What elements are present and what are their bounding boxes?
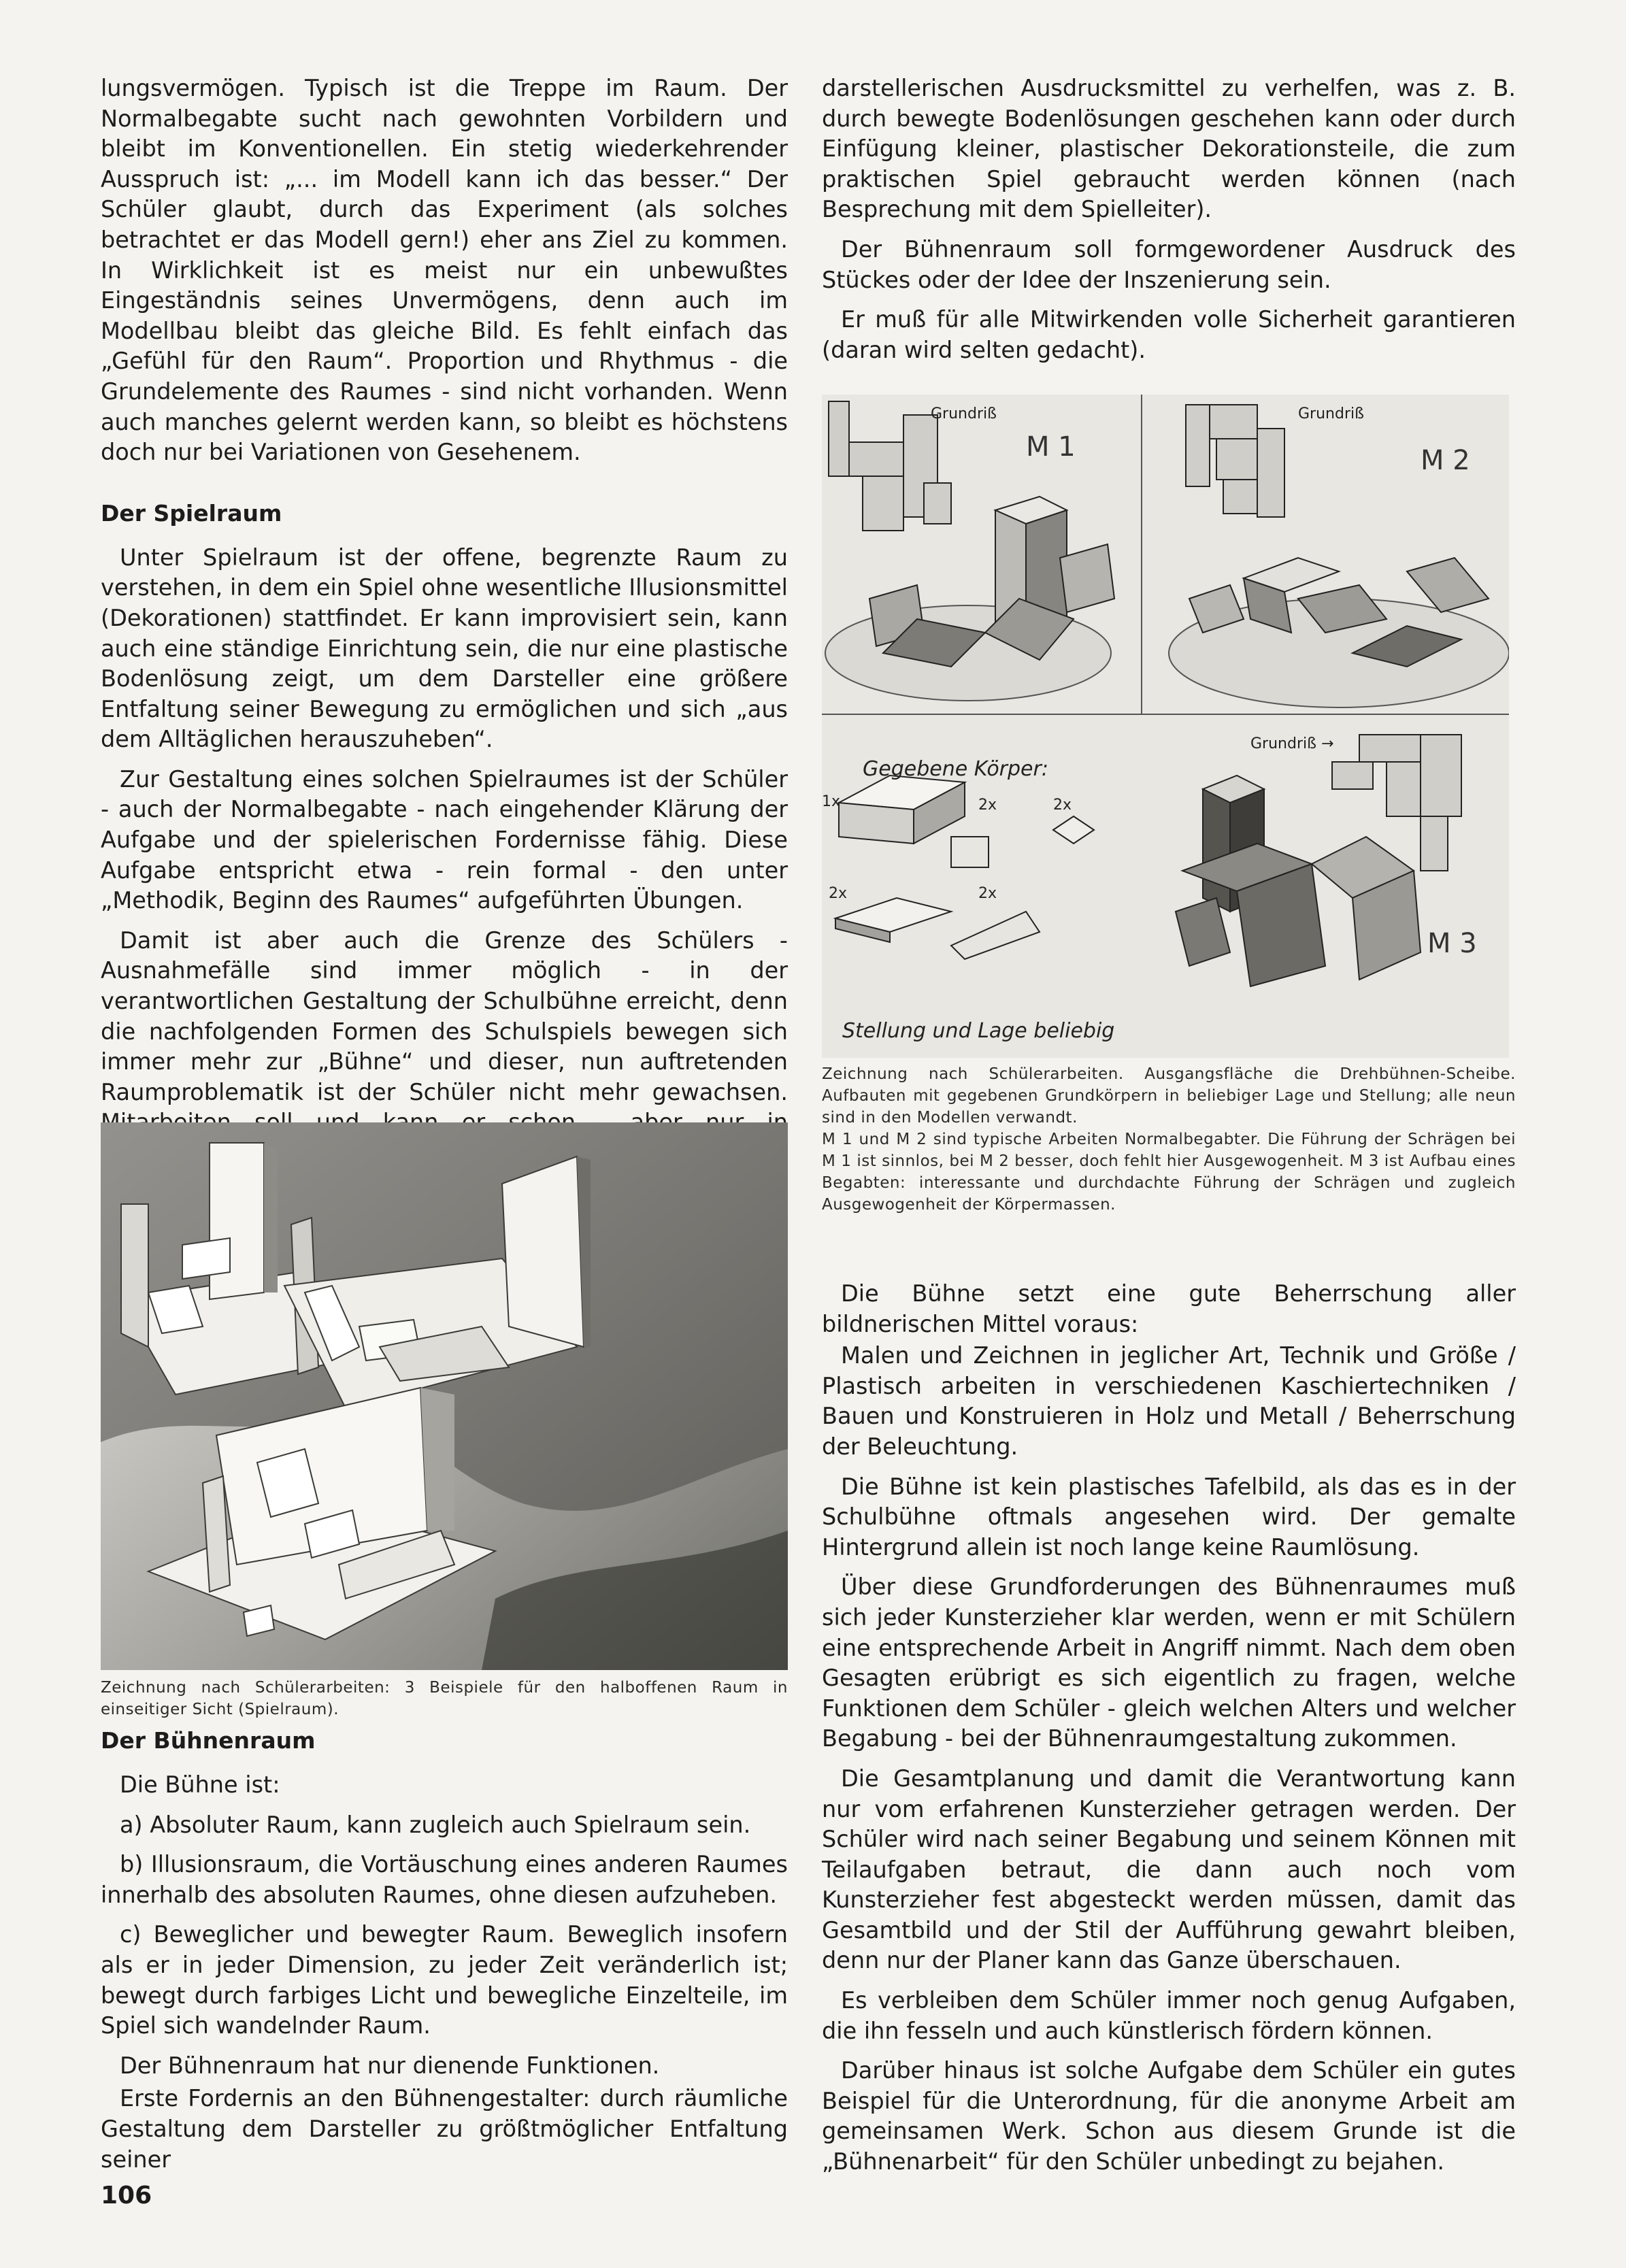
buehne-dienend: Der Bühnenraum hat nur dienende Funktionen. bbox=[120, 2052, 660, 2079]
right-q5: Die Gesamtplanung und damit die Verantwortung kann nur vom erfahrenen Kunsterzieher getragen werden. Der Schüler wird nach seiner Begabung und seinem Können mit Teilaufgaben betraut, die dann auch noch vom Kunsterzieher fest abgesteckt werden müssen, damit das Gesamtbild und der Stil der Aufführung gewahrt bleiben, denn nur der Planer kann das Ganze überschauen. bbox=[822, 1765, 1516, 1974]
right-paragraph-1: darstellerischen Ausdrucksmittel zu verhelfen, was z. B. durch bewegte Bodenlösungen geschehen kann oder durch Einfügung kleiner, plastischer Dekorationsteile, die zum praktischen Spiel gebraucht werden können (nach Besprechung mit dem Spielleiter). bbox=[822, 75, 1516, 223]
spielraum-drawing bbox=[101, 1122, 788, 1670]
right-figure-caption-2: M 1 und M 2 sind typische Arbeiten Normalbegabter. Die Führung der Schrägen bei M 1 ist sinnlos, bei M 2 besser, doch fehlt hier Ausgewogenheit. M 3 ist Aufbau eines Begabten: interessante und durchdachte Führung der Schrägen und zugleich Ausgewogenheit der Körpermassen. bbox=[822, 1131, 1516, 1214]
m1-label: M 1 bbox=[1026, 431, 1076, 463]
count-label-2: 2x bbox=[978, 797, 997, 814]
page-number: 106 bbox=[101, 2182, 152, 2209]
right-paragraph-2: Der Bühnenraum soll formgewordener Ausdruck des Stückes oder der Idee der Inszenierung sein. bbox=[822, 235, 1516, 293]
count-label-4: 2x bbox=[829, 885, 848, 902]
buehne-item-b: b) Illusionsraum, die Vortäuschung eines anderen Raumes innerhalb des absoluten Raumes, ohne diesen aufzuheben. bbox=[101, 1851, 788, 1908]
drehbuehne-drawing bbox=[822, 395, 1509, 1058]
spielraum-paragraph-1: Unter Spielraum ist der offene, begrenzte Raum zu verstehen, in dem ein Spiel ohne wesentliche Illusionsmittel (Dekorationen) stattfindet. Er kann improvisiert sein, kann auch eine ständige Einrichtung sein, die nur eine plastische Bodenlösung zeigt, um dem Darsteller eine größere Entfaltung seiner Bewegung zu ermöglichen und sich „aus dem Alltäglichen herauszuheben“. bbox=[101, 544, 788, 753]
grundriss-label-2: Grundriß bbox=[1298, 405, 1364, 422]
heading-spielraum: Der Spielraum bbox=[101, 499, 282, 527]
right-q6: Es verbleiben dem Schüler immer noch genug Aufgaben, die ihn fesseln und auch künstlerisch fördern können. bbox=[822, 1987, 1516, 2044]
right-figure-caption: Zeichnung nach Schülerarbeiten. Ausgangsfläche die Drehbühnen-Scheibe. Aufbauten mit gegebenen Grundkörpern in beliebiger Lage und Stellung; alle neun sind in den Modellen verwandt. M 1 und M 2 sind typische Arbeiten Normalbegabter. Die Führung der Schrägen bei M 1 ist sinnlos, bei M 2 besser, doch fehlt hier Ausgewogenheit. M 3 ist Aufbau eines Begabten: interessante und durchdachte Führung der Schrägen und zugleich Ausgewogenheit der Körpermassen. bbox=[822, 1063, 1516, 1216]
left-figure-caption: Zeichnung nach Schülerarbeiten: 3 Beispiele für den halboffenen Raum in einseitiger Sicht (Spielraum). bbox=[101, 1679, 788, 1718]
stellung-label: Stellung und Lage beliebig bbox=[842, 1019, 1115, 1043]
buehnenraum-section bbox=[101, 1727, 788, 2184]
m2-label: M 2 bbox=[1421, 445, 1470, 476]
gegebene-label: Gegebene Körper: bbox=[863, 757, 1048, 781]
right-column-top bbox=[822, 73, 1516, 375]
buehne-item-a: a) Absoluter Raum, kann zugleich auch Spielraum sein. bbox=[120, 1811, 751, 1838]
count-label-1: 1x bbox=[822, 793, 841, 810]
m3-label: M 3 bbox=[1427, 928, 1477, 959]
count-label-5: 2x bbox=[978, 885, 997, 902]
spielraum-paragraph-2: Zur Gestaltung eines solchen Spielraumes ist der Schüler - auch der Normalbegabte - nach eingehender Klärung der Aufgabe und der spielerischen Fordernisse fähig. Diese Aufgabe entspricht etwa - rein formal - den unter „Methodik, Beginn des Raumes“ aufgeführten Übungen. bbox=[101, 765, 788, 914]
right-q2: Malen und Zeichnen in jeglicher Art, Technik und Größe / Plastisch arbeiten in verschiedenen Kaschiertechniken / Bauen und Konstruieren in Holz und Metall / Beherrschung der Beleuchtung. bbox=[822, 1342, 1516, 1460]
grundriss-label-3: Grundriß → bbox=[1250, 735, 1334, 752]
right-column-bottom bbox=[822, 1279, 1516, 2187]
right-q3: Die Bühne ist kein plastisches Tafelbild, als das es in der Schulbühne oftmals angesehen wird. Der gemalte Hintergrund allein ist noch lange keine Raumlösung. bbox=[822, 1473, 1516, 1561]
right-q1: Die Bühne setzt eine gute Beherrschung aller bildnerischen Mittel voraus: bbox=[822, 1280, 1516, 1337]
right-q4: Über diese Grundforderungen des Bühnenraumes muß sich jeder Kunsterzieher klar werden, wenn er mit Schülern eine entsprechende Arbeit in Angriff nimmt. Nach dem oben Gesagten erübrigt es sich eigentlich zu fragen, welche Funktionen dem Schüler - gleich welchen Alters und welcher Begabung - bei der Bühnenraumgestaltung zukommen. bbox=[822, 1573, 1516, 1752]
heading-buehnenraum: Der Bühnenraum bbox=[101, 1727, 316, 1754]
grundriss-label-1: Grundriß bbox=[931, 405, 997, 422]
buehne-intro: Die Bühne ist: bbox=[120, 1771, 280, 1798]
count-label-3: 2x bbox=[1053, 797, 1072, 814]
intro-paragraph: lungsvermögen. Typisch ist die Treppe im Raum. Der Normalbegabte sucht nach gewohnten Vorbildern und bleibt im Konventionellen. Ein stetig wiederkehrender Ausspruch ist: „... im Modell kann ich das besser.“ Der Schüler glaubt, durch das Experiment (als solches betrachtet er das Modell gern!) eher ans Ziel zu kommen. In Wirklichkeit ist es meist nur ein unbewußtes Eingeständnis seines Unvermögens, denn auch im Modellbau bleibt das gleiche Bild. Es fehlt einfach das „Gefühl für den Raum“. Proportion und Rhythmus - die Grundelemente des Raumes - sind nicht vorhanden. Wenn auch manches gelernt werden kann, so bleibt es höchstens doch nur bei Variationen von Gesehenem. bbox=[101, 75, 788, 466]
left-column bbox=[101, 73, 788, 1178]
buehne-fordernis: Erste Fordernis an den Bühnengestalter: durch räumliche Gestaltung dem Darsteller zu größtmöglicher Entfaltung seiner bbox=[101, 2085, 788, 2173]
right-paragraph-3: Er muß für alle Mitwirkenden volle Sicherheit garantieren (daran wird selten gedacht). bbox=[822, 306, 1516, 363]
right-q7: Darüber hinaus ist solche Aufgabe dem Schüler ein gutes Beispiel für die Unterordnung, für die anonyme Arbeit am gemeinsamen Werk. Schon aus diesem Grunde ist die „Bühnenarbeit“ für den Schüler unbedingt zu bejahen. bbox=[822, 2057, 1516, 2175]
spielraum-paragraph-3: Damit ist aber auch die Grenze des Schülers - Ausnahmefälle sind immer möglich - in der verantwortlichen Gestaltung der Schulbühne erreicht, denn die nachfolgenden Formen des Schulspiels bewegen sich immer mehr zur „Bühne“ und dieser, nun auftretenden Raumproblematik ist der Schüler nicht mehr gewachsen. bbox=[101, 927, 788, 1105]
buehne-item-c: c) Beweglicher und bewegter Raum. Beweglich insofern als er in jeder Dimension, zu jeder Zeit veränderlich ist; bewegt durch farbiges Licht und bewegliche Einzelteile, im Spiel sich wandelnder Raum. bbox=[101, 1921, 788, 2039]
